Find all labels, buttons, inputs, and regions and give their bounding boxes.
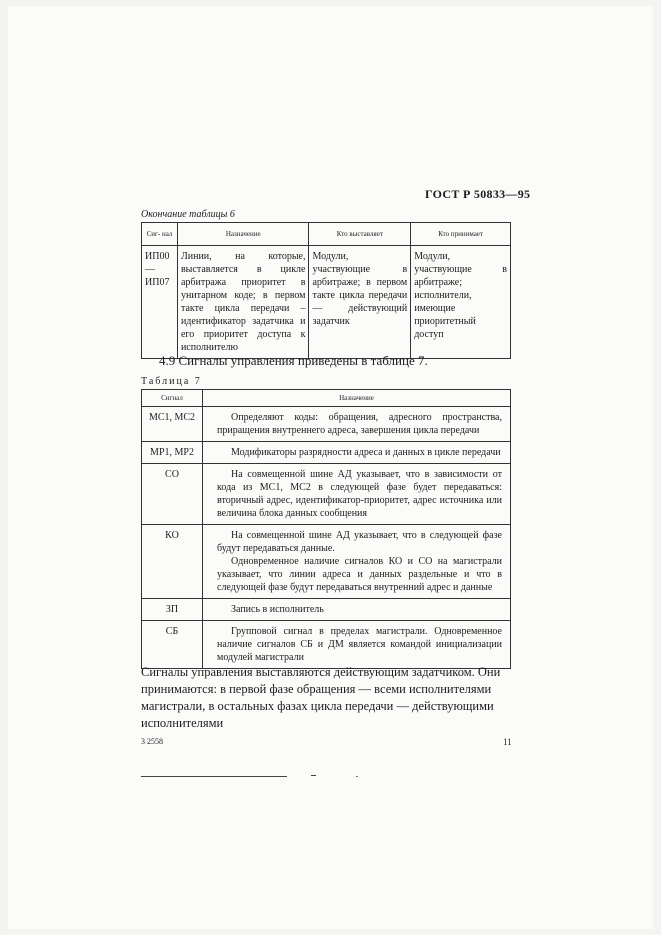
table7-col-signal: Сигнал <box>142 390 203 407</box>
body-line: исполнителями <box>141 716 224 730</box>
table7-signal-cell: МР1, МР2 <box>142 442 203 464</box>
purpose-text: Модификаторы разрядности адреса и данных в цикле передачи <box>231 447 501 458</box>
table7-purpose-cell <box>203 442 511 464</box>
table6-col-purpose: Назначение <box>177 223 309 246</box>
table-row <box>142 464 511 525</box>
table6-caption: Окончание таблицы 6 <box>141 209 235 220</box>
table7-signal-cell: ЗП <box>142 599 203 621</box>
table6-purpose-cell: Линии, на которые, выставляется в цикле арбитража приоритет в унитарном коде; в первом такте цикла передачи – идентификатор задатчика и его приоритет доступа к исполнителю <box>177 246 309 359</box>
table6-col-receives: Кто принимает <box>411 223 511 246</box>
scan-mark <box>356 776 358 777</box>
section-heading: 4.9 Сигналы управления приведены в таблице 7. <box>159 353 428 368</box>
table-row <box>142 246 511 359</box>
table6-header-row <box>142 223 511 246</box>
table7-signal-cell: МС1, МС2 <box>142 407 203 442</box>
table7-purpose-cell <box>203 599 511 621</box>
standard-header: ГОСТ Р 50833—95 <box>425 187 531 201</box>
table6-sets-cell: Модули, участвующие в арбитраже; в первом такте цикла передачи — действующий задатчик <box>309 246 411 359</box>
purpose-text: Групповой сигнал в пределах магистрали. Одновременное наличие сигналов СБ и ДМ является командой инициализации модулей магистрали <box>217 626 502 663</box>
purpose-text: Одновременное наличие сигналов КО и СО на магистрали указывает, что линии адреса и данных раздельные и что в следующей фазе будут передаваться внутренний адрес и данные <box>217 556 502 593</box>
table7-signal-cell: СО <box>142 464 203 525</box>
table7-purpose-cell <box>203 407 511 442</box>
purpose-text: На совмещенной шине АД указывает, что в следующей фазе будут передаваться данные. <box>217 530 502 554</box>
table6-signal-cell: ИП00— ИП07 <box>142 246 178 359</box>
table6 <box>141 222 511 359</box>
footer-signature: 3 2558 <box>141 737 163 746</box>
body-line: магистрали, в остальных фазах цикла передачи — действующими <box>141 699 494 713</box>
table7-purpose-cell <box>203 621 511 669</box>
table6-col-sets: Кто выставляет <box>309 223 411 246</box>
table-row <box>142 525 511 599</box>
table6-receives-cell: Модули, участвующие в арбитраже; исполнители, имеющие приоритетный доступ <box>411 246 511 359</box>
page-number: 11 <box>503 737 512 747</box>
body-line: Сигналы управления выставляются действующим задатчиком. Они <box>141 665 501 679</box>
table7-col-purpose: Назначение <box>203 390 511 407</box>
table7-purpose-cell <box>203 525 511 599</box>
purpose-text: Запись в исполнитель <box>231 604 324 615</box>
table7-header-row <box>142 390 511 407</box>
table-row <box>142 442 511 464</box>
scan-mark <box>311 775 316 776</box>
table-row <box>142 621 511 669</box>
purpose-text: Определяют коды: обращения, адресного пространства, приращения внутреннего адреса, завершения цикла передачи <box>217 412 502 436</box>
table7-purpose-cell <box>203 464 511 525</box>
footer-rule <box>141 776 287 777</box>
table6-col-signal: Сиг- нал <box>142 223 178 246</box>
table7 <box>141 389 511 669</box>
table7-caption: Таблица 7 <box>141 376 202 387</box>
body-paragraph <box>141 664 511 732</box>
table7-signal-cell: СБ <box>142 621 203 669</box>
table7-signal-cell: КО <box>142 525 203 599</box>
table-row <box>142 599 511 621</box>
table-row <box>142 407 511 442</box>
purpose-text: На совмещенной шине АД указывает, что в зависимости от кода из МС1, МС2 в следующей фазе будет передаваться: вторичный адрес, идентификатор-приоритет, адрес источника или величина блока данных сообщения <box>217 469 502 519</box>
body-line: принимаются: в первой фазе обращения — всеми исполнителями <box>141 682 492 696</box>
